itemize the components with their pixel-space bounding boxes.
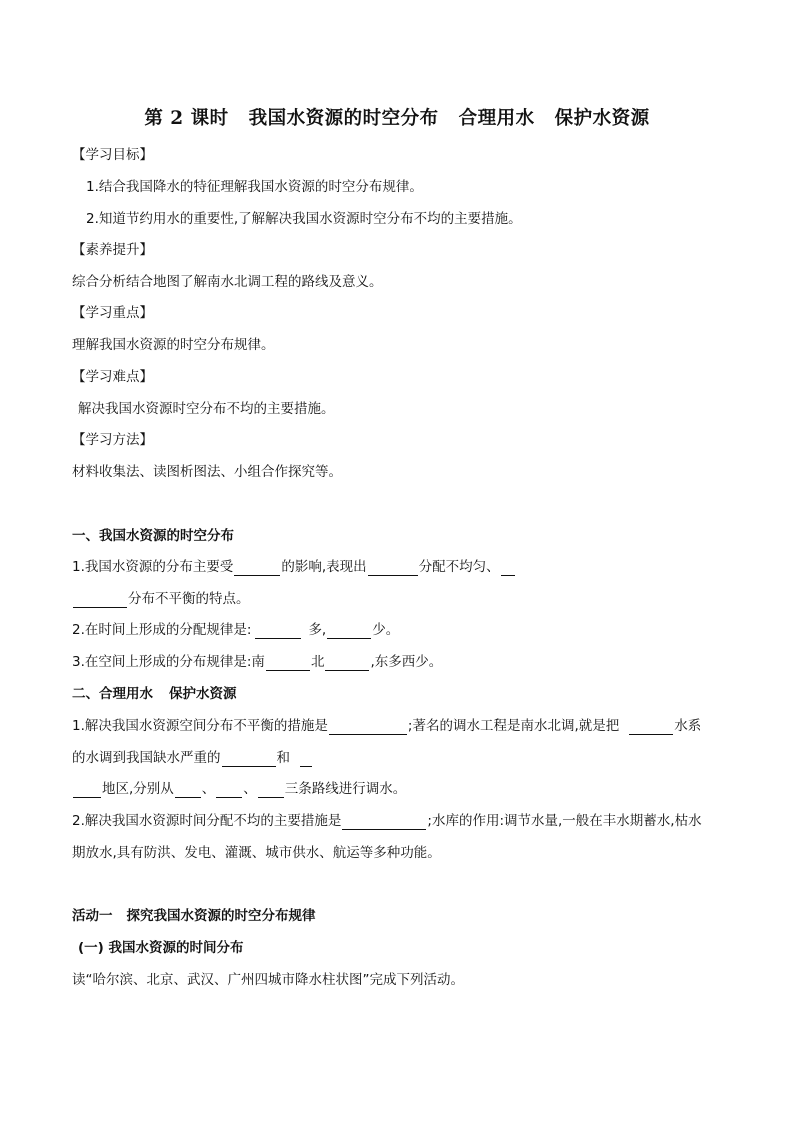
title-subtopic-2: 保护水资源	[554, 108, 650, 129]
method-heading: 【学习方法】	[72, 432, 153, 448]
method-text: 材料收集法、读图析图法、小组合作探究等。	[72, 464, 342, 480]
goal-item-2: 2.知道节约用水的重要性,了解解决我国水资源时空分布不均的主要措施。	[86, 211, 522, 227]
difficulty-heading: 【学习难点】	[72, 369, 153, 385]
part2-question-1-cont: 的水调到我国缺水严重的 和	[72, 749, 313, 767]
fill-blank[interactable]	[325, 655, 369, 671]
fill-blank[interactable]	[255, 623, 301, 639]
literacy-heading: 【素养提升】	[72, 242, 153, 258]
part1-heading: 一、我国水资源的时空分布	[72, 528, 234, 544]
title-subtopic-1: 合理用水	[458, 108, 535, 129]
fill-blank[interactable]	[216, 782, 242, 798]
title-topic: 我国水资源的时空分布	[248, 108, 439, 129]
activity-subheading: (一) 我国水资源的时间分布	[78, 940, 244, 956]
part2-question-1-cont2: 地区,分别从 、 、 三条路线进行调水。	[72, 780, 406, 798]
fill-blank[interactable]	[266, 655, 310, 671]
part1-question-1: 1.我国水资源的分布主要受 的影响,表现出 分配不均匀、	[72, 558, 516, 576]
literacy-text: 综合分析结合地图了解南水北调工程的路线及意义。	[72, 274, 383, 290]
key-points-heading: 【学习重点】	[72, 305, 153, 321]
fill-blank[interactable]	[329, 719, 407, 735]
part2-question-2-cont: 期放水,具有防洪、发电、灌溉、城市供水、航运等多种功能。	[72, 845, 441, 861]
fill-blank[interactable]	[629, 719, 673, 735]
title-lesson: 第 2 课时	[144, 108, 229, 129]
part2-question-2: 2.解决我国水资源时间分配不均的主要措施是 ;水库的作用:调节水量,一般在丰水期蓄水,枯水	[72, 813, 702, 829]
fill-blank[interactable]	[222, 751, 276, 767]
part1-question-2: 2.在时间上形成的分配规律是: 多, 少。	[72, 622, 400, 638]
fill-blank[interactable]	[327, 623, 371, 639]
goal-item-1: 1.结合我国降水的特征理解我国水资源的时空分布规律。	[86, 179, 423, 195]
key-points-text: 理解我国水资源的时空分布规律。	[72, 337, 275, 353]
fill-blank[interactable]	[175, 782, 201, 798]
part2-question-1: 1.解决我国水资源空间分布不平衡的措施是 ;著名的调水工程是南水北调,就是把 水系	[72, 718, 702, 734]
part1-question-3: 3.在空间上形成的分布规律是:南 北 ,东多西少。	[72, 654, 443, 670]
difficulty-text: 解决我国水资源时空分布不均的主要措施。	[78, 401, 335, 417]
part2-heading: 二、合理用水 保护水资源	[72, 686, 237, 702]
fill-blank[interactable]	[258, 782, 284, 798]
fill-blank[interactable]	[234, 560, 280, 576]
activity-heading: 活动一 探究我国水资源的时空分布规律	[72, 908, 316, 924]
fill-blank[interactable]	[501, 560, 515, 576]
goals-heading: 【学习目标】	[72, 147, 153, 163]
activity-instruction: 读“哈尔滨、北京、武汉、广州四城市降水柱状图”完成下列活动。	[72, 972, 464, 988]
fill-blank[interactable]	[73, 592, 127, 608]
fill-blank[interactable]	[300, 751, 312, 767]
fill-blank[interactable]	[368, 560, 418, 576]
fill-blank[interactable]	[73, 782, 101, 798]
fill-blank[interactable]	[342, 814, 426, 830]
part1-question-1-cont: 分布不平衡的特点。	[72, 590, 250, 608]
page-title	[0, 104, 794, 130]
